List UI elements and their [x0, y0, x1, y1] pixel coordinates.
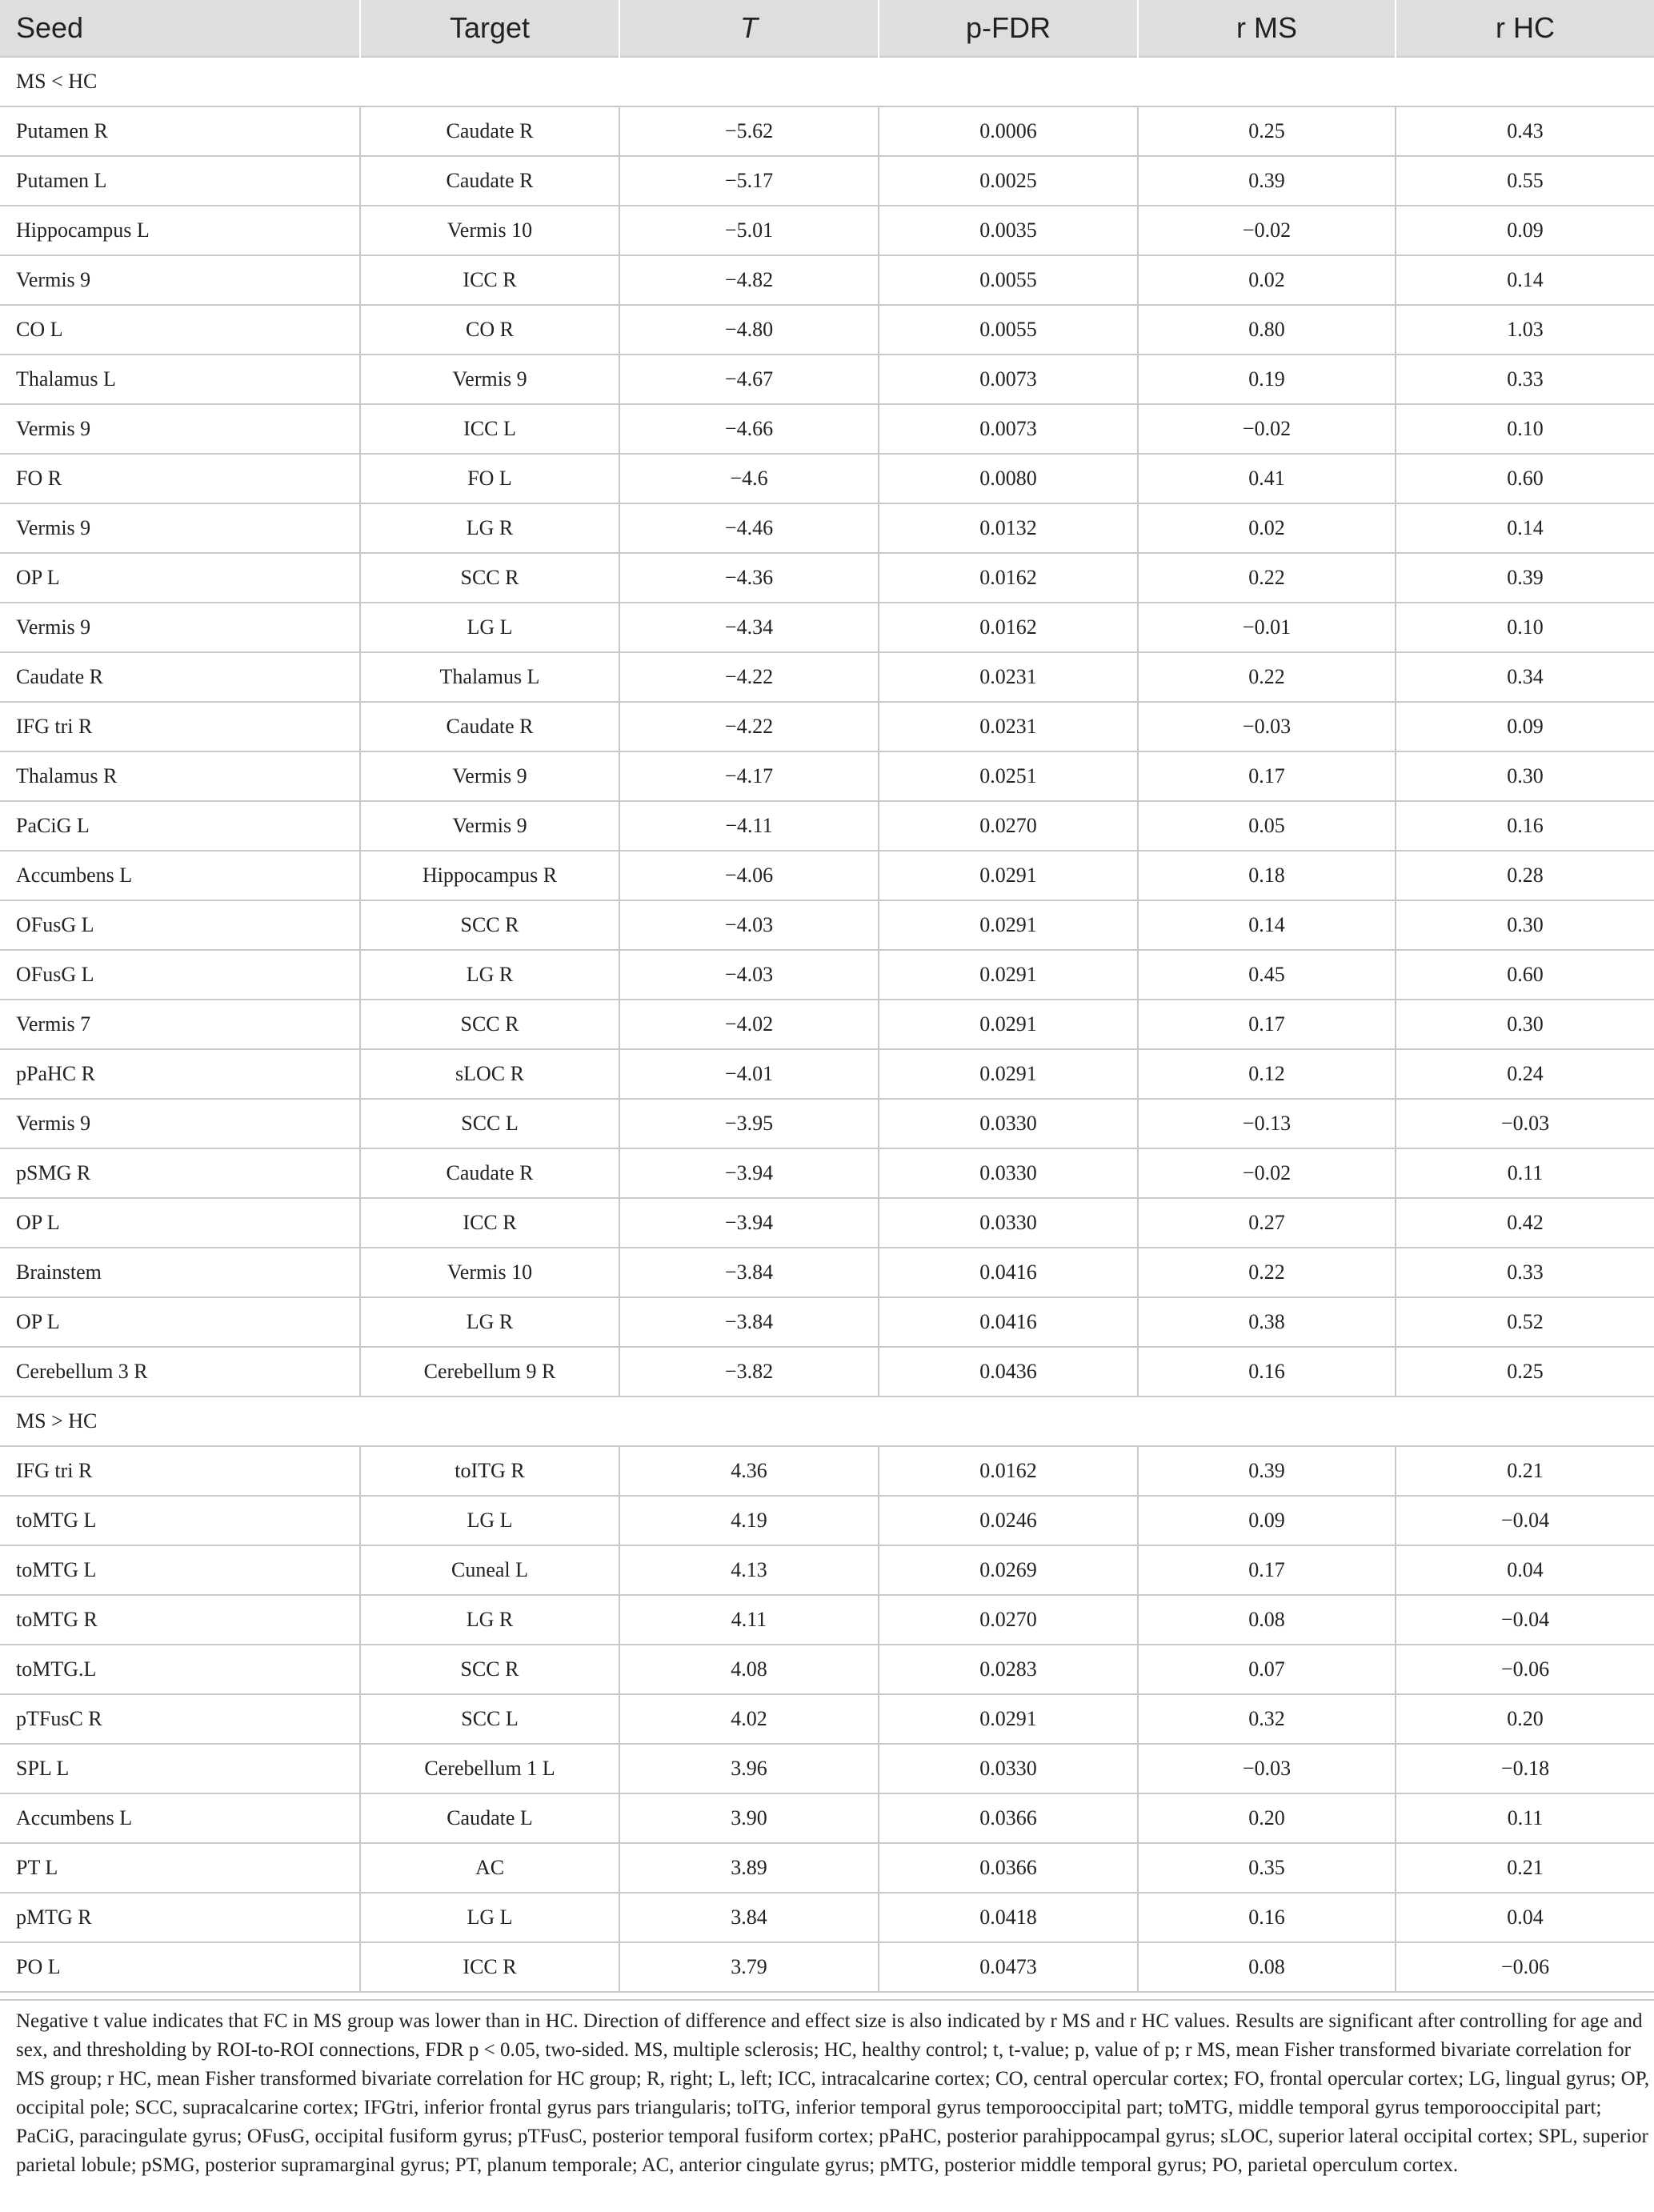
p-fdr-cell: 0.0132: [879, 503, 1138, 553]
target-cell: Vermis 10: [360, 1248, 619, 1297]
r-hc-cell: 0.30: [1396, 900, 1654, 950]
r-ms-cell: 0.12: [1138, 1049, 1396, 1099]
r-ms-cell: 0.09: [1138, 1496, 1396, 1545]
r-hc-cell: 0.39: [1396, 553, 1654, 603]
p-fdr-cell: 0.0330: [879, 1744, 1138, 1793]
table-row: [0, 1347, 1654, 1397]
r-ms-cell: 0.22: [1138, 652, 1396, 702]
table-row: [0, 503, 1654, 553]
table-row: [0, 851, 1654, 900]
t-cell: 3.79: [619, 1942, 879, 1992]
header-target: Target: [360, 0, 619, 57]
seed-cell: OFusG L: [0, 950, 360, 1000]
seed-cell: Vermis 7: [0, 1000, 360, 1049]
seed-cell: CO L: [0, 305, 360, 355]
p-fdr-cell: 0.0251: [879, 751, 1138, 801]
target-cell: SCC R: [360, 1645, 619, 1694]
r-ms-cell: 0.38: [1138, 1297, 1396, 1347]
t-cell: −4.03: [619, 950, 879, 1000]
target-cell: LG R: [360, 1297, 619, 1347]
r-ms-cell: 0.22: [1138, 1248, 1396, 1297]
r-ms-cell: 0.27: [1138, 1198, 1396, 1248]
r-hc-cell: 0.28: [1396, 851, 1654, 900]
target-cell: Cerebellum 9 R: [360, 1347, 619, 1397]
seed-cell: Vermis 9: [0, 603, 360, 652]
p-fdr-cell: 0.0162: [879, 1446, 1138, 1496]
table-row: [0, 1446, 1654, 1496]
p-fdr-cell: 0.0073: [879, 355, 1138, 404]
table-row: [0, 1595, 1654, 1645]
r-ms-cell: −0.03: [1138, 702, 1396, 751]
header-p-fdr: p-FDR: [879, 0, 1138, 57]
target-cell: Caudate R: [360, 1148, 619, 1198]
seed-cell: pTFusC R: [0, 1694, 360, 1744]
target-cell: Caudate R: [360, 702, 619, 751]
section-header-row: [0, 1397, 1654, 1446]
seed-cell: FO R: [0, 454, 360, 503]
r-ms-cell: −0.02: [1138, 206, 1396, 255]
r-hc-cell: 0.21: [1396, 1446, 1654, 1496]
t-cell: −5.01: [619, 206, 879, 255]
table-row: [0, 900, 1654, 950]
p-fdr-cell: 0.0366: [879, 1793, 1138, 1843]
table-row: [0, 255, 1654, 305]
header-row: [0, 0, 1654, 57]
p-fdr-cell: 0.0330: [879, 1198, 1138, 1248]
r-hc-cell: 0.04: [1396, 1545, 1654, 1595]
r-hc-cell: −0.06: [1396, 1942, 1654, 1992]
p-fdr-cell: 0.0291: [879, 1049, 1138, 1099]
seed-cell: Putamen L: [0, 156, 360, 206]
table-row: [0, 1000, 1654, 1049]
r-hc-cell: 0.20: [1396, 1694, 1654, 1744]
seed-cell: Accumbens L: [0, 1793, 360, 1843]
target-cell: LG L: [360, 1496, 619, 1545]
target-cell: SCC R: [360, 553, 619, 603]
table-row: [0, 1942, 1654, 1992]
table-row: [0, 1297, 1654, 1347]
t-cell: 4.19: [619, 1496, 879, 1545]
p-fdr-cell: 0.0080: [879, 454, 1138, 503]
table-row: [0, 206, 1654, 255]
seed-cell: toMTG R: [0, 1595, 360, 1645]
target-cell: Vermis 9: [360, 751, 619, 801]
seed-cell: Cerebellum 3 R: [0, 1347, 360, 1397]
seed-cell: Putamen R: [0, 106, 360, 156]
target-cell: Caudate L: [360, 1793, 619, 1843]
r-hc-cell: 0.34: [1396, 652, 1654, 702]
r-hc-cell: −0.06: [1396, 1645, 1654, 1694]
seed-cell: IFG tri R: [0, 1446, 360, 1496]
t-cell: −3.82: [619, 1347, 879, 1397]
table-row: [0, 751, 1654, 801]
r-ms-cell: −0.02: [1138, 404, 1396, 454]
p-fdr-cell: 0.0025: [879, 156, 1138, 206]
t-cell: −3.84: [619, 1297, 879, 1347]
target-cell: AC: [360, 1843, 619, 1893]
t-cell: −4.22: [619, 652, 879, 702]
r-ms-cell: 0.14: [1138, 900, 1396, 950]
p-fdr-cell: 0.0473: [879, 1942, 1138, 1992]
p-fdr-cell: 0.0162: [879, 553, 1138, 603]
t-cell: −3.95: [619, 1099, 879, 1148]
target-cell: toITG R: [360, 1446, 619, 1496]
r-hc-cell: 0.14: [1396, 255, 1654, 305]
r-hc-cell: 0.24: [1396, 1049, 1654, 1099]
r-ms-cell: 0.05: [1138, 801, 1396, 851]
table-footnote: Negative t value indicates that FC in MS group was lower than in HC. Direction of difference and effect size is also indicated by r MS and r HC values. Results are significant after controlling for age and sex, and thresholding by ROI-to-ROI connections, FDR p < 0.05, two-sided. MS, multiple sclerosis; HC, healthy control; t, t-value; p, value of p; r MS, mean Fisher transformed bivariate correlation for MS group; r HC, mean Fisher transformed bivariate correlation for HC group; R, right; L, left; ICC, intracalcarine cortex; CO, central opercular cortex; FO, frontal opercular cortex; LG, lingual gyrus; OP, occipital pole; SCC, supracalcarine cortex; IFGtri, inferior frontal gyrus pars triangularis; toITG, inferior temporal gyrus temporooccipital part; toMTG, middle temporal gyrus temporooccipital part; PaCiG, paracingulate gyrus; OFusG, occipital fusiform gyrus; pTFusC, posterior temporal fusiform cortex; pPaHC, posterior parahippocampal gyrus; sLOC, superior lateral occipital cortex; SPL, superior parietal lobule; pSMG, posterior supramarginal gyrus; PT, planum temporale; AC, anterior cingulate gyrus; pMTG, posterior middle temporal gyrus; PO, parietal operculum cortex.: [0, 1999, 1654, 2180]
r-hc-cell: 0.33: [1396, 1248, 1654, 1297]
target-cell: LG L: [360, 603, 619, 652]
r-hc-cell: 1.03: [1396, 305, 1654, 355]
r-hc-cell: −0.04: [1396, 1496, 1654, 1545]
table-row: [0, 652, 1654, 702]
table-row: [0, 950, 1654, 1000]
target-cell: Caudate R: [360, 106, 619, 156]
r-ms-cell: 0.22: [1138, 553, 1396, 603]
p-fdr-cell: 0.0270: [879, 801, 1138, 851]
p-fdr-cell: 0.0291: [879, 1694, 1138, 1744]
table-body: [0, 57, 1654, 1992]
seed-cell: pPaHC R: [0, 1049, 360, 1099]
seed-cell: Accumbens L: [0, 851, 360, 900]
p-fdr-cell: 0.0416: [879, 1297, 1138, 1347]
t-cell: 4.36: [619, 1446, 879, 1496]
target-cell: LG R: [360, 1595, 619, 1645]
target-cell: SCC R: [360, 1000, 619, 1049]
header-seed: Seed: [0, 0, 360, 57]
seed-cell: Vermis 9: [0, 404, 360, 454]
r-hc-cell: −0.03: [1396, 1099, 1654, 1148]
p-fdr-cell: 0.0418: [879, 1893, 1138, 1942]
seed-cell: toMTG L: [0, 1496, 360, 1545]
t-cell: 3.89: [619, 1843, 879, 1893]
table-row: [0, 1645, 1654, 1694]
t-cell: −4.80: [619, 305, 879, 355]
r-ms-cell: 0.17: [1138, 1545, 1396, 1595]
seed-cell: Vermis 9: [0, 503, 360, 553]
table-row: [0, 1744, 1654, 1793]
table-row: [0, 454, 1654, 503]
seed-cell: OFusG L: [0, 900, 360, 950]
r-ms-cell: 0.17: [1138, 751, 1396, 801]
seed-cell: OP L: [0, 1198, 360, 1248]
t-cell: −4.67: [619, 355, 879, 404]
r-ms-cell: 0.19: [1138, 355, 1396, 404]
target-cell: Cuneal L: [360, 1545, 619, 1595]
r-hc-cell: 0.55: [1396, 156, 1654, 206]
header-r-hc: r HC: [1396, 0, 1654, 57]
p-fdr-cell: 0.0330: [879, 1099, 1138, 1148]
target-cell: Thalamus L: [360, 652, 619, 702]
t-cell: −4.34: [619, 603, 879, 652]
r-ms-cell: −0.03: [1138, 1744, 1396, 1793]
p-fdr-cell: 0.0246: [879, 1496, 1138, 1545]
p-fdr-cell: 0.0416: [879, 1248, 1138, 1297]
r-ms-cell: 0.02: [1138, 255, 1396, 305]
table-row: [0, 702, 1654, 751]
r-ms-cell: 0.25: [1138, 106, 1396, 156]
target-cell: ICC L: [360, 404, 619, 454]
table-row: [0, 1198, 1654, 1248]
target-cell: Vermis 9: [360, 355, 619, 404]
t-cell: 3.84: [619, 1893, 879, 1942]
r-ms-cell: 0.02: [1138, 503, 1396, 553]
table-row: [0, 603, 1654, 652]
r-hc-cell: 0.21: [1396, 1843, 1654, 1893]
seed-cell: toMTG L: [0, 1545, 360, 1595]
r-hc-cell: 0.10: [1396, 603, 1654, 652]
seed-cell: Brainstem: [0, 1248, 360, 1297]
table-row: [0, 404, 1654, 454]
target-cell: Caudate R: [360, 156, 619, 206]
r-hc-cell: −0.04: [1396, 1595, 1654, 1645]
r-ms-cell: 0.35: [1138, 1843, 1396, 1893]
table-row: [0, 1893, 1654, 1942]
seed-cell: PT L: [0, 1843, 360, 1893]
p-fdr-cell: 0.0073: [879, 404, 1138, 454]
table-row: [0, 1248, 1654, 1297]
t-cell: −4.6: [619, 454, 879, 503]
r-ms-cell: 0.39: [1138, 1446, 1396, 1496]
t-cell: −4.22: [619, 702, 879, 751]
table-row: [0, 1793, 1654, 1843]
section-header-row: [0, 57, 1654, 106]
table-row: [0, 1049, 1654, 1099]
r-hc-cell: 0.09: [1396, 702, 1654, 751]
r-ms-cell: 0.18: [1138, 851, 1396, 900]
seed-cell: OP L: [0, 1297, 360, 1347]
target-cell: LG R: [360, 950, 619, 1000]
p-fdr-cell: 0.0035: [879, 206, 1138, 255]
t-cell: −4.46: [619, 503, 879, 553]
r-ms-cell: 0.20: [1138, 1793, 1396, 1843]
r-hc-cell: 0.42: [1396, 1198, 1654, 1248]
seed-cell: OP L: [0, 553, 360, 603]
r-hc-cell: 0.09: [1396, 206, 1654, 255]
target-cell: ICC R: [360, 255, 619, 305]
r-ms-cell: 0.16: [1138, 1347, 1396, 1397]
r-hc-cell: 0.14: [1396, 503, 1654, 553]
target-cell: sLOC R: [360, 1049, 619, 1099]
seed-cell: Vermis 9: [0, 255, 360, 305]
p-fdr-cell: 0.0291: [879, 851, 1138, 900]
t-cell: −5.17: [619, 156, 879, 206]
t-cell: 4.13: [619, 1545, 879, 1595]
p-fdr-cell: 0.0270: [879, 1595, 1138, 1645]
target-cell: Hippocampus R: [360, 851, 619, 900]
r-hc-cell: 0.04: [1396, 1893, 1654, 1942]
r-ms-cell: 0.08: [1138, 1595, 1396, 1645]
t-cell: −3.94: [619, 1198, 879, 1248]
r-hc-cell: 0.16: [1396, 801, 1654, 851]
p-fdr-cell: 0.0055: [879, 255, 1138, 305]
seed-cell: IFG tri R: [0, 702, 360, 751]
t-cell: −5.62: [619, 106, 879, 156]
target-cell: SCC L: [360, 1099, 619, 1148]
target-cell: FO L: [360, 454, 619, 503]
table-row: [0, 1843, 1654, 1893]
p-fdr-cell: 0.0366: [879, 1843, 1138, 1893]
p-fdr-cell: 0.0291: [879, 900, 1138, 950]
r-hc-cell: 0.52: [1396, 1297, 1654, 1347]
target-cell: Cerebellum 1 L: [360, 1744, 619, 1793]
r-ms-cell: 0.45: [1138, 950, 1396, 1000]
table-row: [0, 1148, 1654, 1198]
p-fdr-cell: 0.0231: [879, 702, 1138, 751]
t-cell: −3.84: [619, 1248, 879, 1297]
r-hc-cell: 0.10: [1396, 404, 1654, 454]
header-t: T: [619, 0, 879, 57]
r-hc-cell: 0.30: [1396, 1000, 1654, 1049]
t-cell: −4.36: [619, 553, 879, 603]
t-cell: 4.11: [619, 1595, 879, 1645]
seed-cell: toMTG.L: [0, 1645, 360, 1694]
p-fdr-cell: 0.0006: [879, 106, 1138, 156]
seed-cell: Thalamus L: [0, 355, 360, 404]
t-cell: −4.03: [619, 900, 879, 950]
table-row: [0, 801, 1654, 851]
section-label: MS < HC: [0, 57, 1654, 106]
table-row: [0, 1496, 1654, 1545]
r-ms-cell: 0.39: [1138, 156, 1396, 206]
p-fdr-cell: 0.0291: [879, 950, 1138, 1000]
r-ms-cell: 0.32: [1138, 1694, 1396, 1744]
seed-cell: pSMG R: [0, 1148, 360, 1198]
t-cell: −4.01: [619, 1049, 879, 1099]
seed-cell: PaCiG L: [0, 801, 360, 851]
r-hc-cell: 0.11: [1396, 1793, 1654, 1843]
r-ms-cell: 0.17: [1138, 1000, 1396, 1049]
target-cell: SCC L: [360, 1694, 619, 1744]
table-row: [0, 305, 1654, 355]
target-cell: ICC R: [360, 1198, 619, 1248]
r-ms-cell: 0.08: [1138, 1942, 1396, 1992]
p-fdr-cell: 0.0283: [879, 1645, 1138, 1694]
seed-cell: Hippocampus L: [0, 206, 360, 255]
table-row: [0, 355, 1654, 404]
t-cell: 3.96: [619, 1744, 879, 1793]
t-cell: 4.02: [619, 1694, 879, 1744]
table-row: [0, 156, 1654, 206]
r-ms-cell: −0.13: [1138, 1099, 1396, 1148]
seed-cell: Vermis 9: [0, 1099, 360, 1148]
p-fdr-cell: 0.0269: [879, 1545, 1138, 1595]
r-hc-cell: 0.25: [1396, 1347, 1654, 1397]
p-fdr-cell: 0.0055: [879, 305, 1138, 355]
header-r-ms: r MS: [1138, 0, 1396, 57]
r-hc-cell: −0.18: [1396, 1744, 1654, 1793]
t-cell: −4.17: [619, 751, 879, 801]
r-ms-cell: −0.01: [1138, 603, 1396, 652]
table-row: [0, 1545, 1654, 1595]
r-hc-cell: 0.11: [1396, 1148, 1654, 1198]
seed-cell: Caudate R: [0, 652, 360, 702]
table-row: [0, 1694, 1654, 1744]
r-ms-cell: 0.16: [1138, 1893, 1396, 1942]
table-row: [0, 106, 1654, 156]
seed-cell: pMTG R: [0, 1893, 360, 1942]
target-cell: CO R: [360, 305, 619, 355]
r-hc-cell: 0.33: [1396, 355, 1654, 404]
t-cell: −4.11: [619, 801, 879, 851]
seed-cell: SPL L: [0, 1744, 360, 1793]
target-cell: SCC R: [360, 900, 619, 950]
t-cell: −4.82: [619, 255, 879, 305]
target-cell: ICC R: [360, 1942, 619, 1992]
r-hc-cell: 0.60: [1396, 950, 1654, 1000]
p-fdr-cell: 0.0436: [879, 1347, 1138, 1397]
r-hc-cell: 0.30: [1396, 751, 1654, 801]
target-cell: LG L: [360, 1893, 619, 1942]
t-cell: 3.90: [619, 1793, 879, 1843]
t-cell: 4.08: [619, 1645, 879, 1694]
t-cell: −4.02: [619, 1000, 879, 1049]
target-cell: Vermis 10: [360, 206, 619, 255]
target-cell: LG R: [360, 503, 619, 553]
t-cell: −4.66: [619, 404, 879, 454]
r-ms-cell: 0.07: [1138, 1645, 1396, 1694]
section-label: MS > HC: [0, 1397, 1654, 1446]
t-cell: −3.94: [619, 1148, 879, 1198]
p-fdr-cell: 0.0162: [879, 603, 1138, 652]
table-row: [0, 1099, 1654, 1148]
t-cell: −4.06: [619, 851, 879, 900]
p-fdr-cell: 0.0291: [879, 1000, 1138, 1049]
table-row: [0, 553, 1654, 603]
p-fdr-cell: 0.0231: [879, 652, 1138, 702]
r-hc-cell: 0.43: [1396, 106, 1654, 156]
target-cell: Vermis 9: [360, 801, 619, 851]
r-ms-cell: 0.80: [1138, 305, 1396, 355]
p-fdr-cell: 0.0330: [879, 1148, 1138, 1198]
r-hc-cell: 0.60: [1396, 454, 1654, 503]
r-ms-cell: −0.02: [1138, 1148, 1396, 1198]
seed-cell: PO L: [0, 1942, 360, 1992]
seed-cell: Thalamus R: [0, 751, 360, 801]
r-ms-cell: 0.41: [1138, 454, 1396, 503]
